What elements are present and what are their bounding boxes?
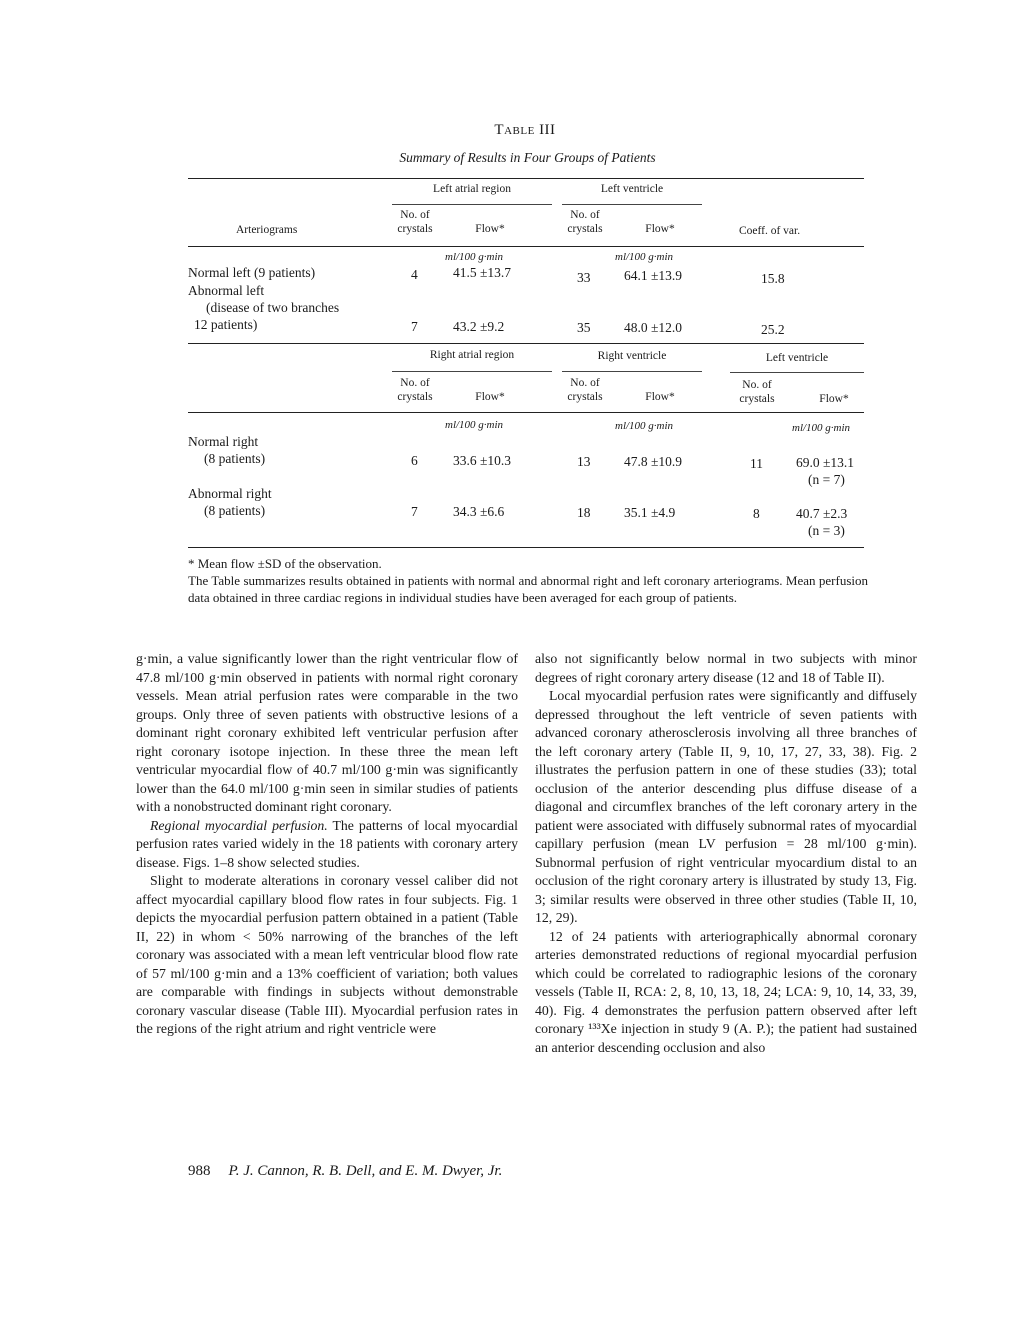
cell-la-crystals: 4 bbox=[411, 267, 418, 282]
table-summary: The Table summarizes results obtained in patients with normal and abnormal right and left coronary arteriograms. Mean perfusion data obtained in three cardiac regions in individual studies have been averaged for each group of patients. bbox=[188, 573, 868, 605]
header-no-of: No. of bbox=[400, 377, 430, 389]
header-no-of: No. of bbox=[742, 379, 772, 391]
table-footnote: * Mean flow ±SD of the observation. bbox=[188, 556, 382, 571]
header-arteriograms: Arteriograms bbox=[236, 224, 298, 236]
paragraph: Slight to moderate alterations in coronary vessel caliber did not affect myocardial capillary blood flow rates in four subjects. Fig. 1 depicts the myocardial perfusion pattern obtained in a patient (Table II, 22) in whom < 50% narrowing of the branches of the left coronary was associated with a mean left ventricular blood flow rate of 57 ml/100 g·min and a 13% coefficient of variation; both values are comparable with findings in subjects without demonstrable coronary vascular disease (Table III). Myocardial perfusion rates in the regions of the right atrium and right ventricle were bbox=[136, 873, 518, 1036]
unit-label: ml/100 g·min bbox=[792, 422, 851, 434]
cell-lv-n-note: (n = 7) bbox=[808, 472, 845, 487]
cell-coeff: 15.8 bbox=[761, 271, 785, 286]
cell-ra-flow: 33.6 ±10.3 bbox=[453, 453, 512, 468]
header-crystals: crystals bbox=[567, 223, 603, 235]
header-crystals: crystals bbox=[739, 393, 775, 405]
cell-lv-crystals: 8 bbox=[753, 506, 760, 521]
span-rule-left-ventricle bbox=[730, 372, 864, 373]
unit-label: ml/100 g·min bbox=[445, 419, 504, 431]
paragraph: Local myocardial perfusion rates were significantly and diffusely depressed throughout the left ventricle of seven patients with advanced coronary atherosclerosis involving all three branches of the left coronary artery (Table II, 9, 10, 17, 27, 33, 38). Fig. 2 illustrates the perfusion pattern in one of these studies (33); total occlusion of the anterior descending plus diffuse disease of a diagonal and circumflex branches of the left coronary artery in the patient were associated with diffusely subnormal rates of myocardial capillary perfusion (mean LV perfusion = 28 ml/100 g·min). Subnormal perfusion of right ventricular myocardium distal to an occlusion of the right coronary artery is illustrated by study 13, Fig. 3; similar results were observed in three other studies (Table II, 10, 12, 29). bbox=[535, 688, 917, 925]
header-no-of: No. of bbox=[570, 209, 600, 221]
header-crystals: crystals bbox=[397, 223, 433, 235]
header-flow: Flow* bbox=[475, 223, 505, 235]
header-left-ventricle: Left ventricle bbox=[600, 183, 664, 195]
cell-ra-flow: 34.3 ±6.6 bbox=[453, 504, 505, 519]
table-top-rule bbox=[188, 178, 864, 179]
header-flow: Flow* bbox=[819, 393, 849, 405]
header-flow: Flow* bbox=[645, 223, 675, 235]
cell-coeff: 25.2 bbox=[761, 322, 785, 337]
row-label-normal-right-count: (8 patients) bbox=[204, 451, 266, 466]
header-flow: Flow* bbox=[475, 391, 505, 403]
cell-la-flow: 41.5 ±13.7 bbox=[453, 265, 512, 280]
table-header-rule bbox=[188, 246, 864, 247]
cell-lv-crystals: 35 bbox=[577, 320, 591, 335]
header-left-atrial-region: Left atrial region bbox=[433, 183, 511, 195]
cell-lv-crystals: 33 bbox=[577, 270, 591, 285]
header-crystals: crystals bbox=[397, 391, 433, 403]
row-label-normal-right: Normal right bbox=[188, 434, 259, 449]
unit-label: ml/100 g·min bbox=[615, 420, 674, 432]
row-label-normal-left: Normal left (9 patients) bbox=[188, 265, 316, 280]
table-caption: Summary of Results in Four Groups of Patients bbox=[399, 150, 656, 165]
body-left-column bbox=[136, 650, 518, 1039]
cell-lv-crystals: 11 bbox=[750, 456, 763, 471]
cell-la-crystals: 7 bbox=[411, 319, 418, 334]
cell-lv-flow: 48.0 ±12.0 bbox=[624, 320, 683, 335]
header-right-atrial-region: Right atrial region bbox=[429, 349, 515, 361]
span-rule-right-ventricle bbox=[562, 371, 702, 372]
cell-lv-n-note: (n = 3) bbox=[808, 523, 845, 538]
span-rule-right-atrial bbox=[392, 371, 552, 372]
paragraph: also not significantly below normal in two subjects with minor degrees of right coronary artery disease (12 and 18 of Table II). bbox=[535, 651, 917, 685]
header-flow: Flow* bbox=[645, 391, 675, 403]
unit-label: ml/100 g·min bbox=[445, 251, 504, 263]
span-rule-left-ventricle bbox=[562, 204, 702, 205]
row-label-abnormal-left: Abnormal left bbox=[188, 283, 265, 298]
table-title bbox=[0, 122, 1020, 139]
table-middle-rule bbox=[188, 343, 864, 344]
row-label-abnormal-right: Abnormal right bbox=[188, 486, 272, 501]
body-right-column bbox=[535, 650, 917, 1057]
header-right-ventricle: Right ventricle bbox=[597, 350, 667, 362]
row-label-abnormal-left-count: 12 patients) bbox=[194, 317, 258, 332]
cell-lv-flow: 69.0 ±13.1 bbox=[796, 455, 855, 470]
authors: P. J. Cannon, R. B. Dell, and E. M. Dwyer, Jr. bbox=[228, 1163, 503, 1179]
header-left-ventricle: Left ventricle bbox=[765, 352, 829, 364]
span-rule-left-atrial bbox=[392, 204, 552, 205]
cell-lv-flow: 64.1 ±13.9 bbox=[624, 268, 683, 283]
cell-lv-flow: 40.7 ±2.3 bbox=[796, 506, 848, 521]
cell-la-flow: 43.2 ±9.2 bbox=[453, 319, 505, 334]
table-title-prefix: T bbox=[494, 122, 505, 138]
paragraph bbox=[136, 817, 518, 873]
row-label-abnormal-left-detail: (disease of two branches bbox=[206, 300, 340, 315]
table-header-rule bbox=[188, 412, 864, 413]
cell-rv-flow: 47.8 ±10.9 bbox=[624, 454, 683, 469]
header-no-of: No. of bbox=[570, 377, 600, 389]
paragraph: g·min, a value significantly lower than the right ventricular flow of 47.8 ml/100 g·min observed in patients with normal right coronary vessels. Mean atrial perfusion rates were comparable in the two groups. Only three of seven patients with obstructive lesions of a dominant right coronary exhibited left ventricular perfusion after right coronary isotope injection. In these three the mean left ventricular myocardial flow of 40.7 ml/100 g·min was significantly lower than the 64.0 ml/100 g·min seen in similar studies of patients with a nonobstructed dominant right coronary. bbox=[136, 651, 518, 814]
page-footer bbox=[188, 1163, 502, 1180]
section-heading: Regional myocardial perfusion. bbox=[150, 817, 328, 833]
cell-rv-crystals: 13 bbox=[577, 454, 591, 469]
paragraph-text: The patterns of local myocardial perfusion rates varied widely in the 18 patients with coronary artery disease. Figs. 1–8 show selected studies. bbox=[136, 817, 518, 870]
cell-ra-crystals: 6 bbox=[411, 453, 418, 468]
header-no-of: No. of bbox=[400, 209, 430, 221]
table-bottom-rule bbox=[188, 547, 864, 548]
row-label-abnormal-right-count: (8 patients) bbox=[204, 503, 266, 518]
header-coeff-of-var: Coeff. of var. bbox=[739, 225, 801, 237]
page-number: 988 bbox=[188, 1163, 211, 1179]
unit-label: ml/100 g·min bbox=[615, 251, 674, 263]
cell-ra-crystals: 7 bbox=[411, 504, 418, 519]
header-crystals: crystals bbox=[567, 391, 603, 403]
table-title-rest: able III bbox=[504, 122, 556, 138]
cell-rv-flow: 35.1 ±4.9 bbox=[624, 505, 676, 520]
cell-rv-crystals: 18 bbox=[577, 505, 591, 520]
paragraph: 12 of 24 patients with arteriographically abnormal coronary arteries demonstrated reductions of regional myocardial perfusion which could be correlated to radiographic lesions of the coronary vessels (Table II, RCA: 2, 8, 10, 13, 18, 24; LCA: 9, 10, 14, 33, 39, 40). Fig. 4 demonstrates the perfusion pattern observed after left coronary ¹³³Xe injection in study 9 (A. P.); the patient had sustained an anterior descending occlusion and also bbox=[535, 928, 917, 1055]
